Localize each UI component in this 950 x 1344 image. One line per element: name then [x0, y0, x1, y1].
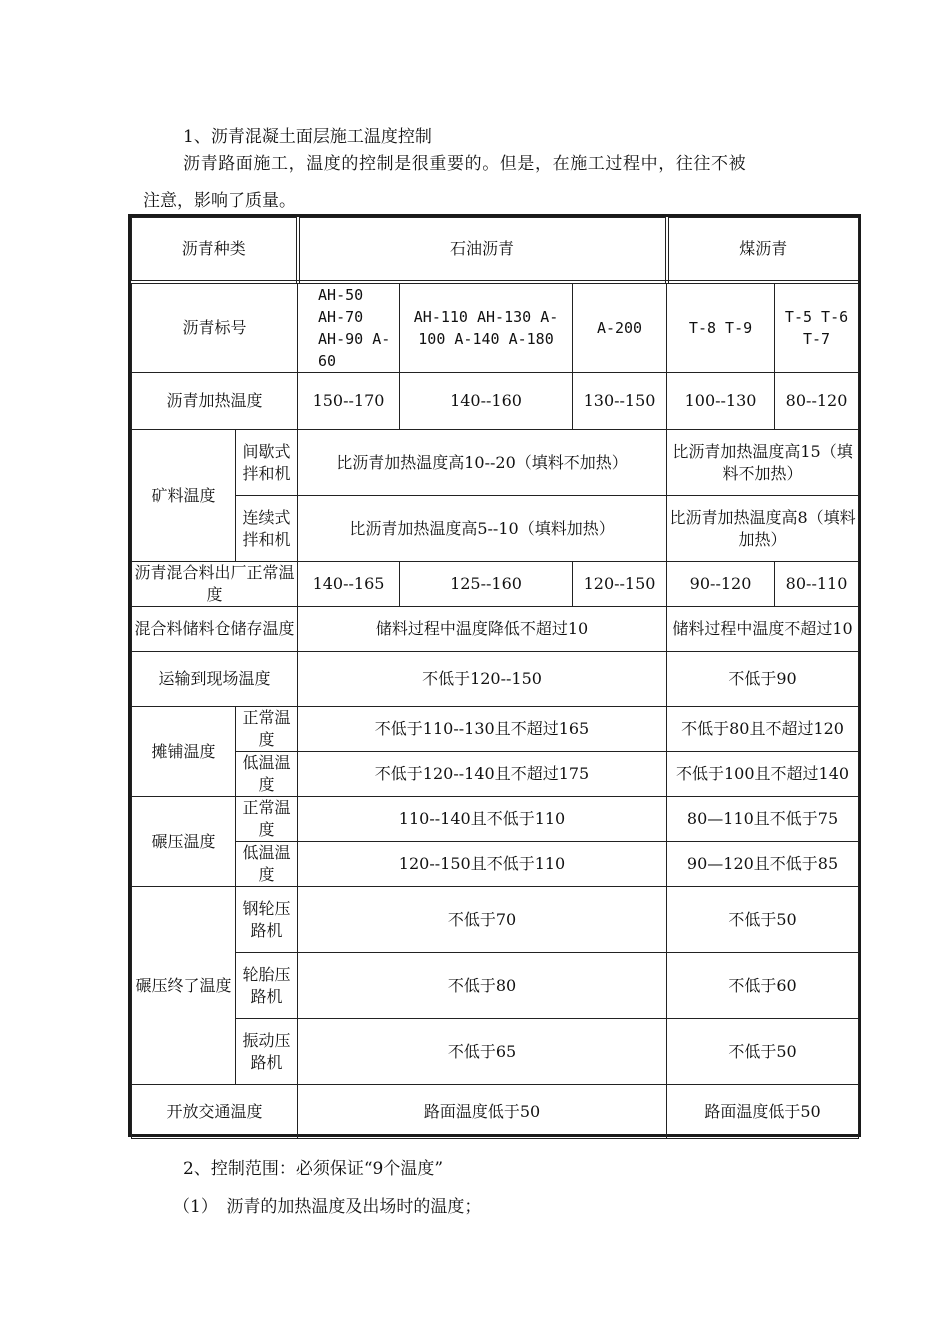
header-petroleum: 石油沥青 [298, 218, 667, 282]
heating-c2: 80--120 [775, 373, 859, 430]
heating-p1: 150--170 [298, 373, 400, 430]
rolling-normal-petroleum: 110--140且不低于110 [298, 797, 667, 842]
final-tire-coal: 不低于60 [667, 953, 859, 1019]
table-row-grade [132, 282, 859, 373]
table-row-final-tire [132, 953, 859, 1019]
table-row-paving-normal [132, 707, 859, 752]
rolling-low-label: 低温温度 [236, 842, 298, 887]
paving-low-coal: 不低于100且不超过140 [667, 752, 859, 797]
paving-normal-label: 正常温度 [236, 707, 298, 752]
paving-low-label: 低温温度 [236, 752, 298, 797]
table-row-rolling-normal [132, 797, 859, 842]
final-tire-label: 轮胎压路机 [236, 953, 298, 1019]
rolling-low-coal: 90—120且不低于85 [667, 842, 859, 887]
storage-coal: 储料过程中温度不超过10 [667, 607, 859, 652]
final-steel-coal: 不低于50 [667, 887, 859, 953]
final-vibratory-label: 振动压路机 [236, 1019, 298, 1085]
transport-coal: 不低于90 [667, 652, 859, 707]
section-heading-2: 2、控制范围：必须保证“9个温度” [183, 1159, 444, 1179]
table-row-final-steel [132, 887, 859, 953]
table-row-transport [132, 652, 859, 707]
discharge-label: 沥青混合料出厂正常温度 [132, 562, 298, 607]
aggregate-batch-petroleum: 比沥青加热温度高10--20（填料不加热） [298, 430, 667, 496]
final-vibratory-petroleum: 不低于65 [298, 1019, 667, 1085]
discharge-p2: 125--160 [400, 562, 573, 607]
table-row-header [132, 218, 859, 282]
final-steel-petroleum: 不低于70 [298, 887, 667, 953]
table-row-paving-low [132, 752, 859, 797]
temperature-table-frame [128, 214, 861, 1137]
aggregate-batch-coal: 比沥青加热温度高15（填料不加热） [667, 430, 859, 496]
section-heading-1: 1、沥青混凝土面层施工温度控制 [183, 127, 432, 147]
final-tire-petroleum: 不低于80 [298, 953, 667, 1019]
aggregate-label: 矿料温度 [132, 430, 236, 562]
aggregate-batch-label: 间歇式拌和机 [236, 430, 298, 496]
heating-c1: 100--130 [667, 373, 775, 430]
heating-p2: 140--160 [400, 373, 573, 430]
table-row-opening [132, 1085, 859, 1139]
temperature-table [131, 217, 859, 1139]
discharge-p1: 140--165 [298, 562, 400, 607]
table-row-final-vibratory [132, 1019, 859, 1085]
discharge-c1: 90--120 [667, 562, 775, 607]
aggregate-continuous-label: 连续式拌和机 [236, 496, 298, 562]
final-vibratory-coal: 不低于50 [667, 1019, 859, 1085]
table-row-rolling-low [132, 842, 859, 887]
paving-normal-petroleum: 不低于110--130且不超过165 [298, 707, 667, 752]
grade-p3: A-200 [573, 282, 667, 373]
aggregate-continuous-coal: 比沥青加热温度高8（填料加热） [667, 496, 859, 562]
aggregate-continuous-petroleum: 比沥青加热温度高5--10（填料加热） [298, 496, 667, 562]
list-item-1: （1） 沥青的加热温度及出场时的温度； [173, 1197, 482, 1217]
opening-petroleum: 路面温度低于50 [298, 1085, 667, 1139]
rolling-low-petroleum: 120--150且不低于110 [298, 842, 667, 887]
grade-label: 沥青标号 [132, 282, 298, 373]
intro-paragraph-line-1: 沥青路面施工，温度的控制是很重要的。但是，在施工过程中，往往不被 [183, 154, 747, 174]
discharge-p3: 120--150 [573, 562, 667, 607]
grade-p1: AH-50 AH-70 AH-90 A-60 [298, 282, 400, 373]
discharge-c2: 80--110 [775, 562, 859, 607]
header-type: 沥青种类 [132, 218, 298, 282]
storage-petroleum: 储料过程中温度降低不超过10 [298, 607, 667, 652]
final-label: 碾压终了温度 [132, 887, 236, 1085]
final-steel-label: 钢轮压路机 [236, 887, 298, 953]
rolling-normal-coal: 80—110且不低于75 [667, 797, 859, 842]
table-row-discharge [132, 562, 859, 607]
transport-petroleum: 不低于120--150 [298, 652, 667, 707]
rolling-normal-label: 正常温度 [236, 797, 298, 842]
grade-c1: T-8 T-9 [667, 282, 775, 373]
heating-label: 沥青加热温度 [132, 373, 298, 430]
paving-low-petroleum: 不低于120--140且不超过175 [298, 752, 667, 797]
grade-p2: AH-110 AH-130 A-100 A-140 A-180 [400, 282, 573, 373]
table-row-aggregate-continuous [132, 496, 859, 562]
intro-paragraph-line-2: 注意，影响了质量。 [143, 191, 296, 211]
header-coal: 煤沥青 [667, 218, 859, 282]
transport-label: 运输到现场温度 [132, 652, 298, 707]
opening-label: 开放交通温度 [132, 1085, 298, 1139]
table-row-storage [132, 607, 859, 652]
table-row-heating [132, 373, 859, 430]
grade-c2: T-5 T-6 T-7 [775, 282, 859, 373]
heating-p3: 130--150 [573, 373, 667, 430]
paving-normal-coal: 不低于80且不超过120 [667, 707, 859, 752]
rolling-label: 碾压温度 [132, 797, 236, 887]
paving-label: 摊铺温度 [132, 707, 236, 797]
table-row-aggregate-batch [132, 430, 859, 496]
storage-label: 混合料储料仓储存温度 [132, 607, 298, 652]
opening-coal: 路面温度低于50 [667, 1085, 859, 1139]
